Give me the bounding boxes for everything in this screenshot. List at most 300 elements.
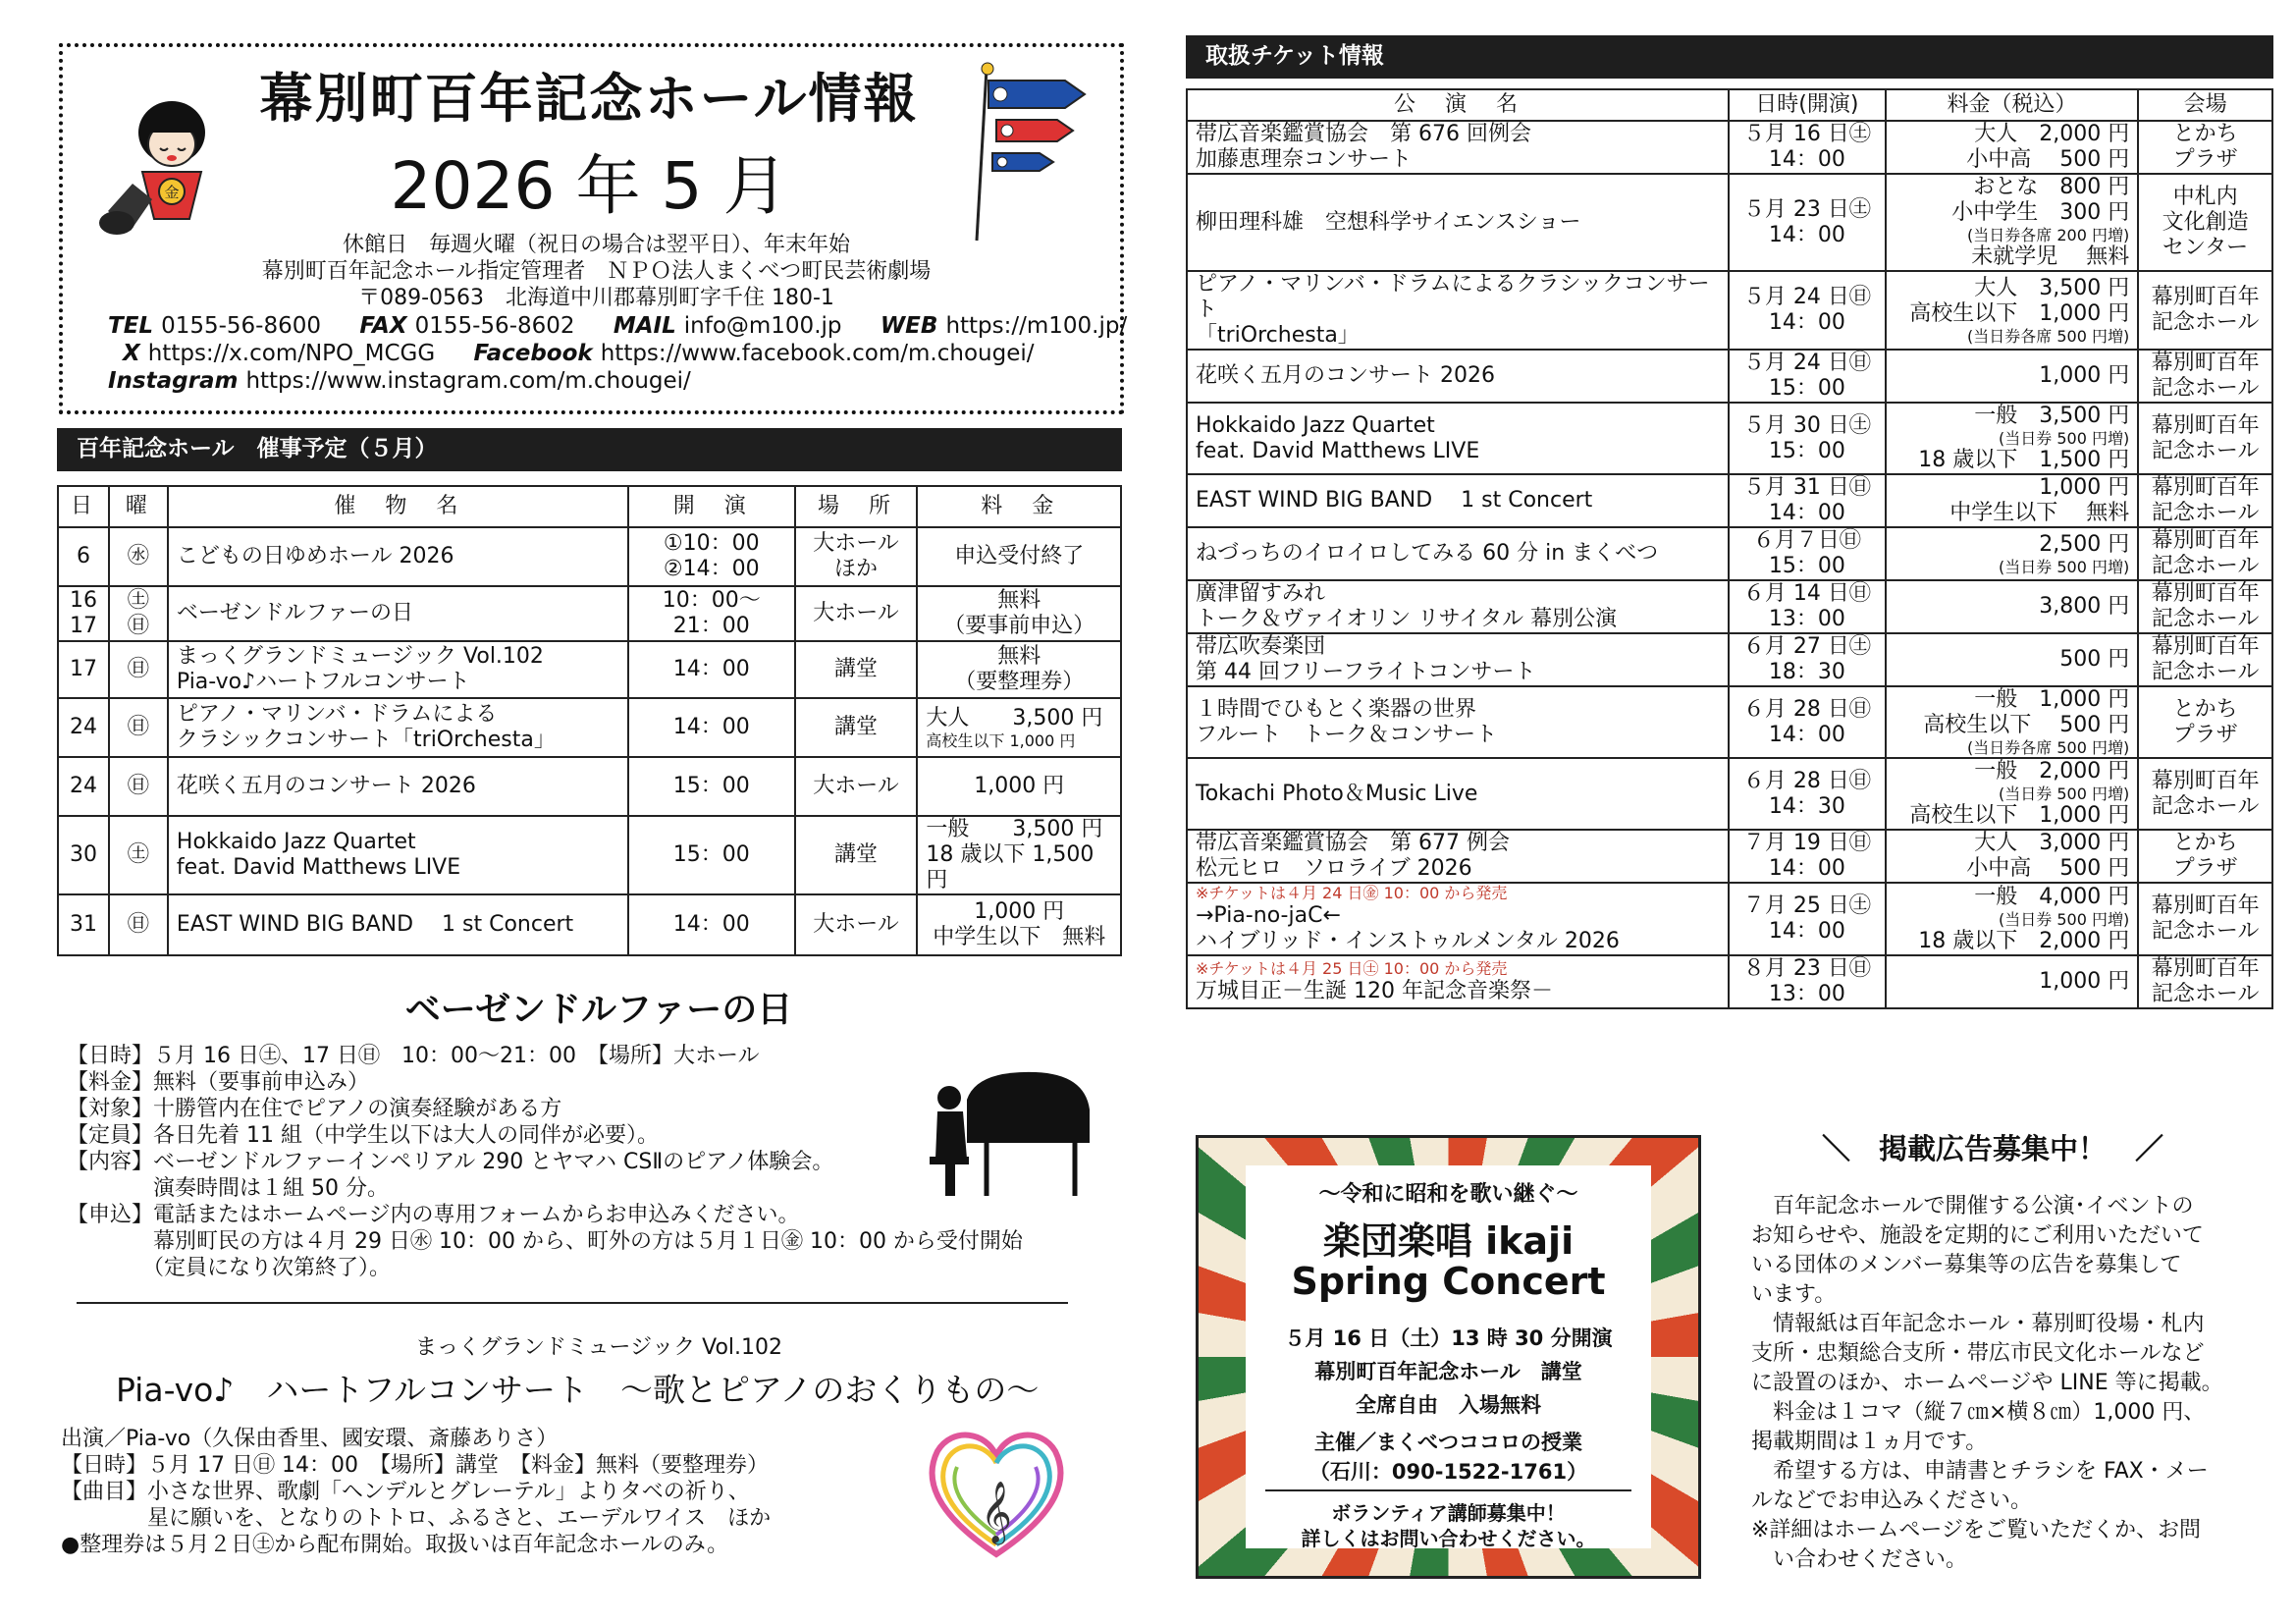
x-link[interactable]: https://x.com/NPO_MCGG — [147, 341, 436, 366]
mascot-illustration — [93, 93, 240, 241]
detail-line: 【対象】十勝管内在住でピアノの演奏経験がある方 — [67, 1097, 562, 1121]
fee-line: 大人 3,000 円 — [1974, 831, 2130, 855]
ad-line: ※詳細はホームページをご覧いただくか、お問 — [1751, 1518, 2201, 1542]
ad-line: いる団体のメンバー募集等の広告を募集して — [1751, 1253, 2182, 1277]
venue-line: 記念ホール — [2151, 982, 2260, 1006]
event-name-line: 万城目正－生誕 120 年記念音楽祭－ — [1196, 979, 1553, 1003]
day-cell: 17 — [58, 641, 109, 698]
date-cell — [1729, 403, 1886, 474]
fee-line: 3,800 円 — [2039, 594, 2130, 619]
fee-line: 1,000 円 — [2039, 363, 2130, 388]
dow-cell: ㊐ — [109, 698, 168, 757]
table-row[interactable] — [1187, 955, 2272, 1008]
flyer-panel — [1246, 1165, 1651, 1548]
tel-number[interactable]: 0155-56-8600 — [161, 313, 321, 339]
divider — [77, 1302, 1068, 1304]
fee-line: 一般 3,500 円 — [1974, 404, 2130, 428]
event-date: ５月 16 日㊏ — [1742, 122, 1871, 146]
event-name — [1187, 121, 1729, 174]
fee-line: 未就学児 無料 — [1971, 244, 2130, 269]
fee-cell: 1,000 円 中学生以下 無料 — [917, 894, 1121, 955]
fee-line: 2,500 円 — [2039, 531, 2130, 557]
fee-cell — [1886, 580, 2139, 633]
venue-line: とかち — [2172, 696, 2238, 722]
venue-line: 幕別町百年 — [2151, 634, 2260, 659]
table-header-row — [1187, 89, 2272, 121]
event-name-line: feat. David Matthews LIVE — [1196, 438, 1480, 463]
ticket-heading: 取扱チケット情報 — [1186, 35, 2273, 79]
ad-line: 情報紙は百年記念ホール・幕別町役場・札内 — [1751, 1312, 2205, 1336]
venue-line: 記念ホール — [2151, 660, 2260, 684]
venue-cell — [2138, 580, 2272, 633]
date-cell — [1729, 474, 1886, 527]
event-name-line: EAST WIND BIG BAND 1 st Concert — [1196, 488, 1593, 513]
instagram-label: Instagram — [108, 368, 239, 394]
manager-line: 幕別町百年記念ホール指定管理者 ＮＰＯ法人まくべつ町民芸術劇場 — [261, 259, 932, 284]
concert-flyer[interactable] — [1196, 1135, 1701, 1579]
event-name-line: 花咲く五月のコンサート 2026 — [1196, 363, 1495, 388]
venue-cell — [2138, 830, 2272, 883]
issue-date: 2026 年 5 月 — [390, 148, 788, 224]
venue-cell — [2138, 955, 2272, 1008]
fee-cell: 無料 （要事前申込） — [917, 586, 1121, 641]
time-cell: 15：00 — [628, 757, 795, 816]
venue-line: 記念ホール — [2151, 607, 2260, 631]
event-date: ５月 24 日㊐ — [1742, 351, 1871, 375]
fee-cell — [1886, 883, 2139, 955]
event-name-line: 松元ヒロ ソロライブ 2026 — [1196, 856, 1472, 881]
address-line: 〒089-0563 北海道中川郡幕別町字千住 180-1 — [358, 286, 834, 310]
event-time: 15：00 — [1768, 554, 1845, 578]
date-cell — [1729, 955, 1886, 1008]
detail-line: 【日時】５月 16 日㊏、17 日㊐ 10：00～21：00 【場所】大ホール — [67, 1044, 760, 1068]
event-name-line: 帯広音楽鑑賞協会 第 677 例会 — [1196, 831, 1510, 855]
ad-line: に設置のほか、ホームページや LINE 等に掲載。 — [1751, 1371, 2223, 1395]
detail-line: 【定員】各日先着 11 組（中学生以下は大人の同伴が必要）。 — [67, 1123, 659, 1148]
venue-line: 記念ホール — [2151, 438, 2260, 463]
event-time: 14：00 — [1768, 222, 1845, 247]
table-row[interactable] — [1187, 121, 2272, 174]
table-row[interactable] — [1187, 350, 2272, 403]
fee-line: 1,000 円 — [2039, 969, 2130, 994]
col-fee: 料 金 — [917, 486, 1121, 527]
fee-line: (当日券 500 円増) — [1999, 909, 2130, 929]
fee-line: 一般 2,000 円 — [1974, 759, 2130, 784]
table-row[interactable] — [58, 757, 1121, 816]
event-name-line: 「triOrchesta」 — [1196, 323, 1360, 348]
fax-label: FAX — [359, 313, 407, 339]
fee-line: 500 円 — [2059, 647, 2130, 672]
venue-line: 幕別町百年 — [2151, 528, 2260, 553]
event-date: ６月 28 日㊐ — [1742, 768, 1871, 793]
detail-line: 【曲目】小さな世界、歌劇「ヘンデルとグレーテル」よりタベの祈り、 — [61, 1480, 750, 1504]
facebook-label: Facebook — [473, 341, 593, 366]
flyer-divider — [1265, 1489, 1631, 1491]
ad-line: います。 — [1751, 1282, 1837, 1307]
fee-line: 18 歳以下 1,500 円 — [1918, 448, 2130, 472]
event-name-line: フルート トーク＆コンサート — [1196, 722, 1498, 747]
x-label: X — [123, 341, 140, 366]
fee-line: 一般 4,000 円 — [1974, 884, 2130, 909]
date-cell — [1729, 121, 1886, 174]
place-cell: 大ホール — [795, 757, 918, 816]
event-name — [1187, 955, 1729, 1008]
web-label: WEB — [880, 313, 938, 339]
detail-line: 【申込】電話またはホームページ内の専用フォームからお申込みください。 — [67, 1203, 800, 1227]
flyer-subtitle: ～令和に昭和を歌い継ぐ～ — [1318, 1182, 1578, 1207]
event-name-line: 廣津留すみれ — [1196, 581, 1326, 606]
facebook-link[interactable]: https://www.facebook.com/m.chougei/ — [600, 341, 1035, 366]
mail-label: MAIL — [613, 313, 676, 339]
ad-line: 料金は１コマ（縦７㎝×横８㎝）1,000 円、 — [1751, 1400, 2206, 1425]
fee-line: おとな 800 円 — [1973, 175, 2130, 199]
flyer-title-1: 楽団楽唱 ikaji — [1322, 1219, 1575, 1263]
date-cell — [1729, 271, 1886, 350]
event-name — [1187, 350, 1729, 403]
event-time: 14：00 — [1768, 919, 1845, 944]
fee-cell: 一般 3,500 円 18 歳以下 1,500 円 — [917, 816, 1121, 894]
event-name-line: ねづっちのイロイロしてみる 60 分 in まくべつ — [1196, 541, 1659, 566]
ticket-table — [1186, 88, 2273, 1009]
page-title: 幕別町百年記念ホール情報 — [259, 68, 919, 130]
date-cell — [1729, 883, 1886, 955]
table-row[interactable] — [1187, 271, 2272, 350]
fee-line: 高校生以下 1,000 円 — [1909, 803, 2130, 828]
flyer-volunteer-2: 詳しくはお問い合わせください。 — [1301, 1527, 1596, 1550]
time-cell: ①10：00 ②14：00 — [628, 527, 795, 586]
fee-cell: 1,000 円 — [917, 757, 1121, 816]
event-name-line: 柳田理科雄 空想科学サイエンスショー — [1196, 209, 1581, 235]
schedule-table — [57, 485, 1122, 956]
time-cell: 14：00 — [628, 641, 795, 698]
dow-cell: ㊐ — [109, 757, 168, 816]
fee-line: (当日券 500 円増) — [1999, 557, 2130, 576]
ticket-rows — [1187, 121, 2272, 1008]
ad-line: い合わせください。 — [1751, 1547, 1968, 1572]
fee-line: (当日券各席 500 円増) — [1967, 738, 2130, 757]
col-event: 公 演 名 — [1187, 89, 1729, 121]
venue-cell — [2138, 271, 2272, 350]
date-cell — [1729, 350, 1886, 403]
event-time: 13：00 — [1768, 982, 1845, 1006]
event-name-line: 第 44 回フリーフライトコンサート — [1196, 660, 1536, 684]
piavo-details — [61, 1426, 771, 1558]
instagram-link[interactable]: https://www.instagram.com/m.chougei/ — [245, 368, 691, 394]
venue-line: 幕別町百年 — [2151, 581, 2260, 606]
tel-label: TEL — [108, 313, 154, 339]
venue-line: 記念ホール — [2151, 310, 2260, 335]
venue-line: 文化創造 — [2162, 209, 2249, 235]
date-cell — [1729, 758, 1886, 830]
table-header-row — [58, 486, 1121, 527]
event-date: ５月 23 日㊏ — [1742, 196, 1871, 222]
detail-line: ●整理券は５月２日㊏から配布開始。取扱いは百年記念ホールのみ。 — [61, 1533, 729, 1557]
fee-line: 大人 2,000 円 — [1974, 122, 2130, 146]
time-cell: 10：00～ 21：00 — [628, 586, 795, 641]
closed-days: 休館日 毎週火曜（祝日の場合は翌平日）、年末年始 — [342, 233, 850, 257]
venue-line: 幕別町百年 — [2151, 893, 2260, 918]
event-name — [1187, 830, 1729, 883]
event-name — [1187, 686, 1729, 758]
day-cell: 6 — [58, 527, 109, 586]
event-name — [1187, 271, 1729, 350]
venue-line: 幕別町百年 — [2151, 956, 2260, 981]
table-row[interactable] — [1187, 830, 2272, 883]
detail-line: 【料金】無料（要事前申込み） — [67, 1070, 370, 1095]
event-name: こどもの日ゆめホール 2026 — [168, 527, 628, 586]
piavo-title: Pia-vo♪ ハートフルコンサート ～歌とピアノのおくりもの～ — [116, 1371, 1040, 1409]
table-row[interactable] — [58, 586, 1121, 641]
carp-streamer-illustration — [967, 59, 1104, 245]
event-time: 15：00 — [1768, 438, 1845, 463]
ad-line: 百年記念ホールで開催する公演･イベントの — [1751, 1194, 2194, 1218]
table-row[interactable] — [1187, 633, 2272, 686]
ads-heading: ＼ 掲載広告募集中！ ／ — [1821, 1132, 2163, 1165]
web-link[interactable]: https://m100.jp/ — [945, 313, 1128, 339]
event-name — [1187, 174, 1729, 271]
venue-line: プラザ — [2172, 722, 2238, 747]
event-name-line: 帯広音楽鑑賞協会 第 676 回例会 — [1196, 122, 1531, 146]
place-cell: 大ホール ほか — [795, 527, 918, 586]
contact-line-3 — [108, 367, 691, 395]
contact-line-1 — [108, 312, 1127, 340]
venue-line: 記念ホール — [2151, 554, 2260, 578]
event-name: EAST WIND BIG BAND 1 st Concert — [168, 894, 628, 955]
event-name — [1187, 633, 1729, 686]
fee-line: (当日券各席 500 円増) — [1967, 326, 2130, 346]
event-name: まっくグランドミュージック Vol.102 Pia-vo♪ハートフルコンサート — [168, 641, 628, 698]
venue-cell — [2138, 350, 2272, 403]
col-time: 開 演 — [628, 486, 795, 527]
fee-cell — [1886, 633, 2139, 686]
venue-line: 幕別町百年 — [2151, 412, 2260, 438]
fee-cell: 大人 3,500 円 高校生以下 1,000 円 — [917, 698, 1121, 757]
venue-line: 記念ホール — [2151, 501, 2260, 525]
table-row[interactable] — [58, 816, 1121, 894]
flyer-venue: 幕別町百年記念ホール 講堂 — [1314, 1360, 1582, 1383]
table-row[interactable] — [1187, 580, 2272, 633]
event-name-line: Hokkaido Jazz Quartet — [1196, 412, 1435, 438]
event-date: ７月 19 日㊐ — [1742, 831, 1871, 855]
fee-line: 一般 1,000 円 — [1974, 687, 2130, 712]
event-name-line: ピアノ・マリンバ・ドラムによるクラシックコンサート — [1196, 272, 1710, 322]
venue-line: 中札内 — [2172, 184, 2238, 209]
fee-cell — [1886, 955, 2139, 1008]
col-dow: 曜 — [109, 486, 168, 527]
fee-cell — [1886, 474, 2139, 527]
event-name: ピアノ・マリンバ・ドラムによる クラシックコンサート「triOrchesta」 — [168, 698, 628, 757]
fee-line: 18 歳以下 2,000 円 — [1918, 928, 2130, 953]
place-cell: 講堂 — [795, 641, 918, 698]
event-date: ６月 27 日㊏ — [1742, 634, 1871, 659]
dow-cell: ㊌ — [109, 527, 168, 586]
detail-line: 出演／Pia-vo（久保由香里、國安環、斎藤ありさ） — [61, 1427, 559, 1451]
table-row[interactable] — [1187, 758, 2272, 830]
place-cell: 講堂 — [795, 698, 918, 757]
svg-text:金: 金 — [164, 184, 180, 201]
ad-line: 支所・忠類総合支所・帯広市民文化ホールなど — [1751, 1341, 2205, 1366]
event-name: ベーゼンドルファーの日 — [168, 586, 628, 641]
time-cell: 14：00 — [628, 894, 795, 955]
date-cell — [1729, 174, 1886, 271]
col-place: 場 所 — [795, 486, 918, 527]
fee-cell — [1886, 830, 2139, 883]
fee-cell: 無料 （要整理券） — [917, 641, 1121, 698]
svg-text:𝄞: 𝄞 — [981, 1481, 1012, 1542]
fee-cell — [1886, 271, 2139, 350]
table-row[interactable] — [58, 894, 1121, 955]
day-cell: 31 — [58, 894, 109, 955]
ad-line: 掲載期間は１ヵ月です。 — [1751, 1430, 1988, 1454]
venue-line: プラザ — [2172, 147, 2238, 172]
table-row[interactable] — [1187, 527, 2272, 580]
detail-line: 幕別町民の方は４月 29 日㊌ 10：00 から、町外の方は５月１日㊎ 10：00 から受付開始 — [67, 1229, 1023, 1254]
event-name-line: 加藤恵理奈コンサート — [1196, 147, 1413, 172]
fee-line: 小中学生 300 円 — [1951, 200, 2130, 225]
mail-link[interactable]: info@m100.jp — [683, 313, 842, 339]
detail-line: 【内容】ベーゼンドルファーインペリアル 290 とヤマハ CSⅡのピアノ体験会。 — [67, 1150, 834, 1174]
col-venue: 会場 — [2138, 89, 2272, 121]
venue-line: 幕別町百年 — [2151, 351, 2260, 375]
event-time: 14：00 — [1768, 722, 1845, 747]
day-cell: 24 — [58, 757, 109, 816]
place-cell: 大ホール — [795, 586, 918, 641]
table-row[interactable] — [1187, 686, 2272, 758]
time-cell: 15：00 — [628, 816, 795, 894]
schedule-heading: 百年記念ホール 催事予定（５月） — [57, 428, 1122, 471]
col-fee: 料金（税込） — [1886, 89, 2139, 121]
venue-line: プラザ — [2172, 856, 2238, 881]
event-time: 14：00 — [1768, 147, 1845, 172]
table-row[interactable] — [1187, 883, 2272, 955]
ad-line: お知らせや、施設を定期的にご利用いただいて — [1751, 1223, 2204, 1248]
event-name-line: →Pia-no-jaC← — [1196, 903, 1341, 928]
detail-line: 演奏時間は１組 50 分。 — [67, 1176, 389, 1201]
event-date: ７月 25 日㊏ — [1742, 893, 1871, 918]
venue-line: 幕別町百年 — [2151, 768, 2260, 793]
detail-line: 星に願いを、となりのトトロ、ふるさと、エーデルワイス ほか — [61, 1506, 772, 1531]
table-row[interactable] — [58, 698, 1121, 757]
venue-line: 記念ホール — [2151, 376, 2260, 401]
event-date: ６月 28 日㊐ — [1742, 696, 1871, 722]
venue-cell — [2138, 121, 2272, 174]
col-event: 催 物 名 — [168, 486, 628, 527]
bosendorfer-details — [67, 1043, 1023, 1281]
event-name-line: Tokachi Photo＆Music Live — [1196, 781, 1478, 806]
venue-cell — [2138, 686, 2272, 758]
event-time: 14：00 — [1768, 856, 1845, 881]
contact-line-2 — [123, 340, 1035, 367]
fee-line: 大人 3,500 円 — [1974, 275, 2130, 300]
fee-line: (当日券各席 200 円増) — [1967, 226, 2130, 244]
event-name-line: １時間でひもとく楽器の世界 — [1196, 696, 1477, 722]
event-name: Hokkaido Jazz Quartet feat. David Matthews LIVE — [168, 816, 628, 894]
fee-line: 中学生以下 無料 — [1949, 501, 2130, 525]
ad-line: 希望する方は、申請書とチラシを FAX・メー — [1751, 1459, 2209, 1484]
fee-line: 小中高 500 円 — [1966, 147, 2130, 172]
flyer-seating: 全席自由 入場無料 — [1356, 1393, 1541, 1417]
venue-line: センター — [2163, 235, 2249, 260]
fee-cell — [1886, 174, 2139, 271]
sale-note: ※チケットは４月 25 日㊏ 10：00 から発売 — [1196, 959, 1508, 978]
place-cell: 大ホール — [795, 894, 918, 955]
fee-cell — [1886, 403, 2139, 474]
event-date: ６月７日㊐ — [1752, 528, 1861, 553]
day-cell: 16 17 — [58, 586, 109, 641]
fee-line: 小中高 500 円 — [1966, 856, 2130, 881]
event-time: 15：00 — [1768, 376, 1845, 401]
fee-line: 高校生以下 500 円 — [1923, 713, 2130, 737]
place-cell: 講堂 — [795, 816, 918, 894]
time-cell: 14：00 — [628, 698, 795, 757]
dow-cell: ㊐ — [109, 894, 168, 955]
venue-cell — [2138, 527, 2272, 580]
event-date: ５月 24 日㊐ — [1742, 285, 1871, 309]
col-date: 日時(開演) — [1729, 89, 1886, 121]
table-row[interactable] — [1187, 474, 2272, 527]
dow-cell: ㊐ — [109, 641, 168, 698]
fee-line: 1,000 円 — [2039, 475, 2130, 500]
venue-cell — [2138, 758, 2272, 830]
event-name — [1187, 527, 1729, 580]
fee-line: (当日券 500 円増) — [1999, 429, 2130, 448]
venue-cell — [2138, 174, 2272, 271]
event-time: 13：00 — [1768, 607, 1845, 631]
table-row[interactable] — [1187, 403, 2272, 474]
dow-cell: ㊏ — [109, 816, 168, 894]
col-day: 日 — [58, 486, 109, 527]
venue-line: 幕別町百年 — [2151, 475, 2260, 500]
piano-illustration — [928, 1060, 1095, 1198]
fee-line: 高校生以下 1,000 円 — [1909, 300, 2130, 326]
detail-line: （定員になり次第終了）。 — [67, 1256, 392, 1280]
table-row[interactable] — [58, 641, 1121, 698]
event-name-line: ハイブリッド・インストゥルメンタル 2026 — [1196, 929, 1620, 953]
fee-cell — [1886, 527, 2139, 580]
detail-line: 【日時】５月 17 日㊐ 14：00 【場所】講堂 【料金】無料（要整理券） — [61, 1453, 769, 1478]
venue-line: 記念ホール — [2151, 793, 2260, 819]
fee-cell: 申込受付終了 — [917, 527, 1121, 586]
event-name — [1187, 580, 1729, 633]
table-row[interactable] — [58, 527, 1121, 586]
event-name: 花咲く五月のコンサート 2026 — [168, 757, 628, 816]
date-cell — [1729, 686, 1886, 758]
venue-line: とかち — [2172, 122, 2238, 146]
event-date: ８月 23 日㊐ — [1742, 956, 1871, 981]
bosendorfer-heading: ベーゼンドルファーの日 — [404, 990, 793, 1030]
fee-cell — [1886, 121, 2139, 174]
day-cell: 24 — [58, 698, 109, 757]
table-row[interactable] — [1187, 174, 2272, 271]
fee-line: (当日券 500 円増) — [1999, 784, 2130, 803]
date-cell — [1729, 527, 1886, 580]
event-name — [1187, 474, 1729, 527]
event-date: ５月 31 日㊐ — [1742, 475, 1871, 500]
event-name — [1187, 758, 1729, 830]
ad-line: ルなどでお申込みください。 — [1751, 1488, 2033, 1513]
event-name-line: 帯広吹奏楽団 — [1196, 634, 1326, 659]
event-time: 18：30 — [1768, 660, 1845, 684]
date-cell — [1729, 580, 1886, 633]
event-name-line: トーク＆ヴァイオリン リサイタル 幕別公演 — [1196, 607, 1618, 631]
venue-line: 幕別町百年 — [2151, 285, 2260, 309]
fax-number: 0155-56-8602 — [414, 313, 575, 339]
piavo-series: まっくグランドミュージック Vol.102 — [414, 1335, 782, 1360]
flyer-date: ５月 16 日（土）13 時 30 分開演 — [1284, 1326, 1613, 1350]
flyer-contact: （石川：090-1522-1761） — [1308, 1460, 1588, 1484]
event-time: 14：00 — [1768, 310, 1845, 335]
music-heart-illustration — [918, 1422, 1075, 1564]
